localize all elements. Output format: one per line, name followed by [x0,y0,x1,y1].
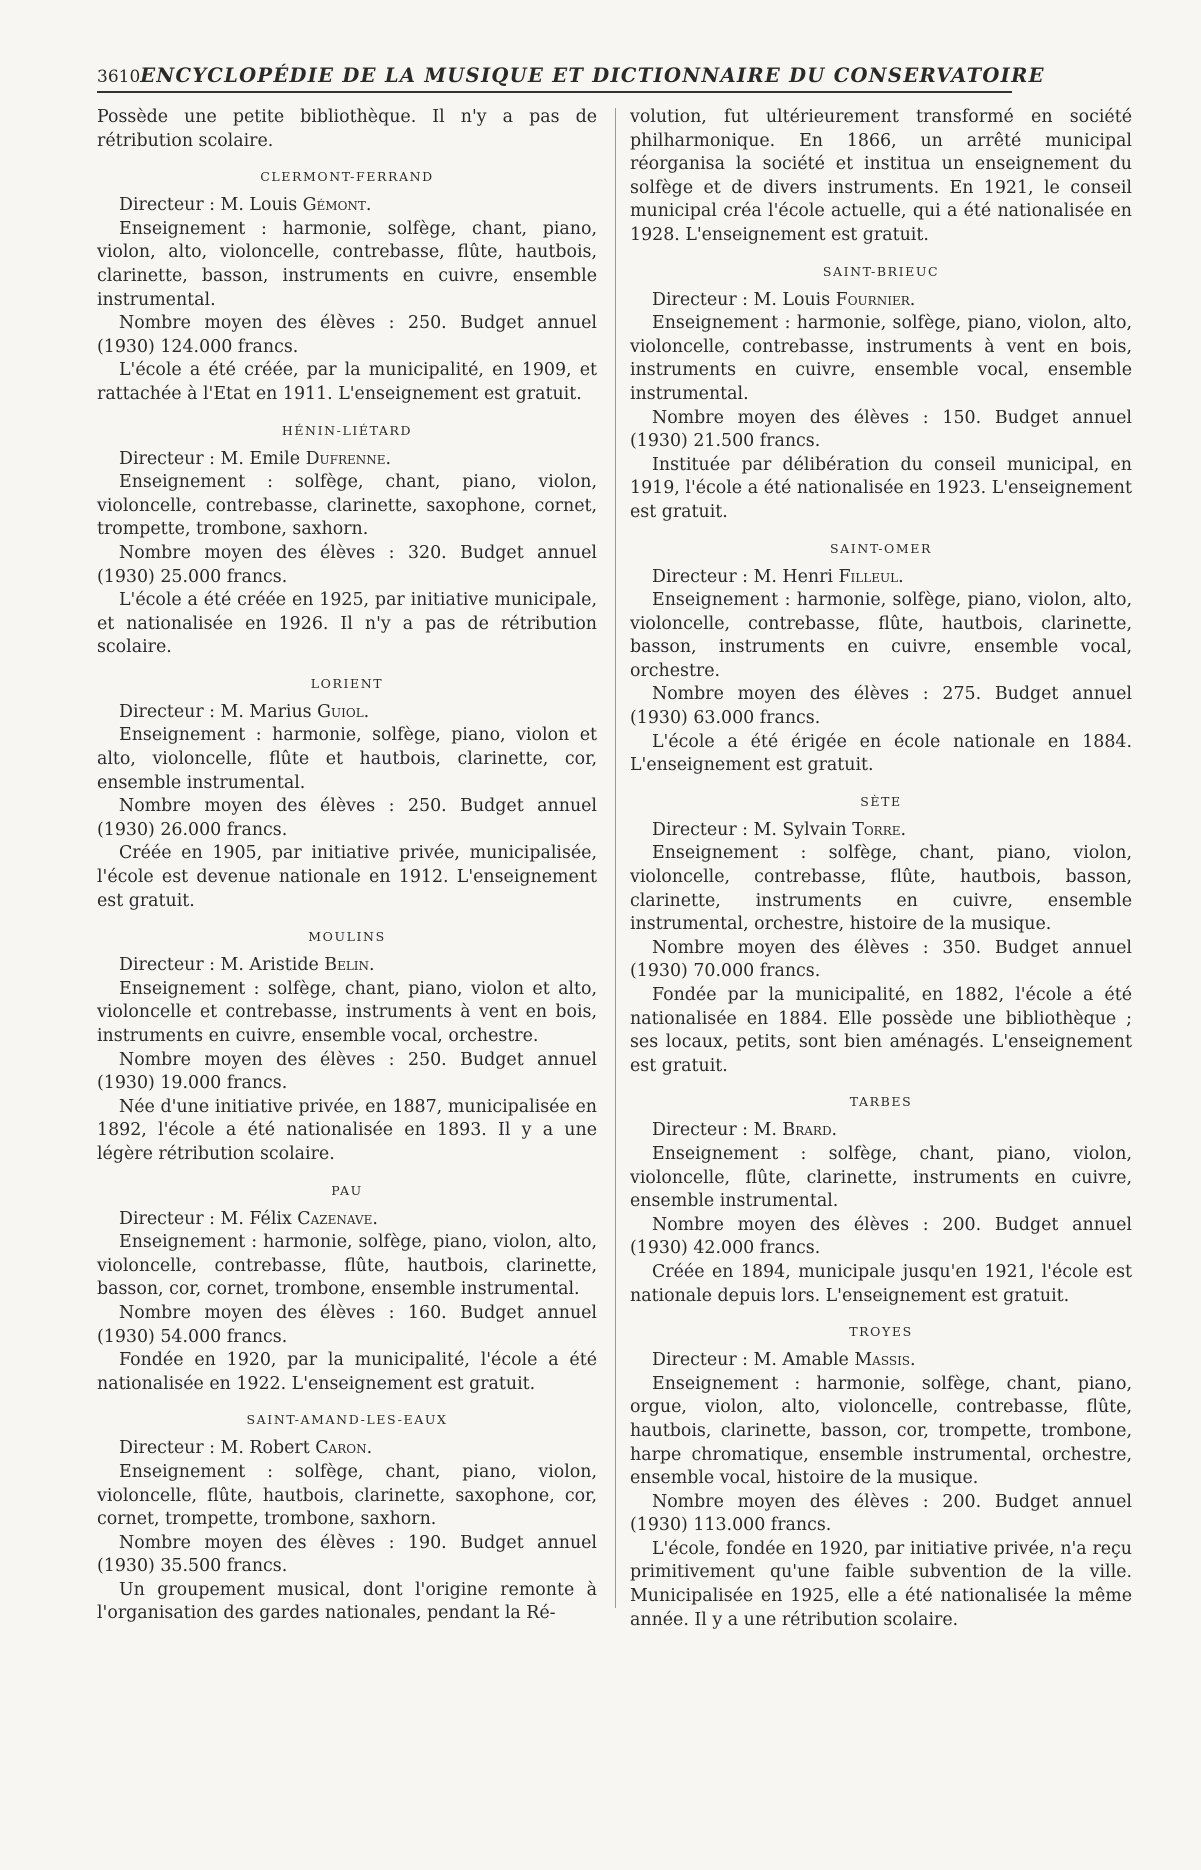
director-label: Directeur : M. Louis [652,289,836,310]
history-paragraph: Créée en 1905, par initiative privée, municipalisée, l'école est devenue nationale en 1912. L'enseignement est gratuit. [97,843,597,911]
entry-heading: CLERMONT-FERRAND [260,169,434,185]
director-name: Dufrenne. [305,448,392,469]
left-column [97,106,597,1626]
entry-heading: TARBES [849,1094,913,1110]
director-name: Filleul. [838,566,904,587]
director-line [97,194,597,218]
entry-heading: TROYES [849,1324,913,1340]
entry-lorient [97,676,597,913]
entry-heading: SÈTE [860,793,902,809]
stats-paragraph: Nombre moyen des élèves : 250. Budget annuel (1930) 26.000 francs. [97,796,597,840]
history-paragraph: Un groupement musical, dont l'origine remonte à l'organisation des gardes nationales, pendant la Ré- [97,1579,597,1624]
stats-paragraph: Nombre moyen des élèves : 190. Budget annuel (1930) 35.500 francs. [97,1532,597,1577]
entry-moulins [97,929,597,1166]
history-paragraph: Fondée en 1920, par la municipalité, l'école a été nationalisée en 1922. L'enseignement est gratuit. [97,1350,597,1394]
stats-paragraph: Nombre moyen des élèves : 250. Budget annuel (1930) 124.000 francs. [97,313,597,357]
director-label: Directeur : M. Marius [119,701,318,722]
director-label: Directeur : M. Félix [119,1208,298,1229]
entry-sete [630,794,1132,1079]
history-paragraph: L'école a été créée en 1925, par initiative municipale, et nationalisée en 1926. Il n'y a pas de rétribution scolaire. [97,590,597,658]
director-line [630,1349,1132,1373]
intro-paragraph: Possède une petite bibliothèque. Il n'y a pas de rétribution scolaire. [97,107,597,151]
entry-saint-brieuc [630,264,1132,525]
entry-heading: MOULINS [308,929,386,945]
teaching-paragraph: Enseignement : harmonie, solfège, piano, violon, alto, violoncelle, contrebasse, instruments à vent en bois, instruments en cuivre, ensemble vocal, ensemble instrumental. [630,313,1132,404]
stats-paragraph: Nombre moyen des élèves : 160. Budget annuel (1930) 54.000 francs. [97,1302,597,1347]
stats-paragraph: Nombre moyen des élèves : 200. Budget annuel (1930) 42.000 francs. [630,1214,1132,1259]
director-name: Brard. [782,1120,838,1141]
running-title: ENCYCLOPÉDIE DE LA MUSIQUE ET DICTIONNAIRE DU CONSERVATOIRE [140,64,1045,87]
history-paragraph: Fondée par la municipalité, en 1882, l'école a été nationalisée en 1884. Elle possède une bibliothèque ; ses locaux, petits, sont bien aménagés. L'enseignement est gratuit. [630,985,1132,1076]
teaching-paragraph: Enseignement : harmonie, solfège, chant, piano, violon, alto, violoncelle, contrebasse, flûte, hautbois, clarinette, basson, instruments en cuivre, ensemble instrumental. [97,218,597,310]
director-label: Directeur : M. Emile [119,448,306,469]
teaching-paragraph: Enseignement : harmonie, solfège, chant, piano, orgue, violon, alto, violoncelle, contrebasse, flûte, hautbois, clarinette, basson, cor, trompette, trombone, harpe chromatique, ensemble instrumental, orchestre, ensemble vocal, histoire de la musique. [630,1373,1132,1489]
entry-heading: LORIENT [310,675,384,691]
director-line [97,954,597,978]
continuation-paragraph: volution, fut ultérieurement transformé en société philharmonique. En 1866, un arrêté municipal réorganisa la société et institua un enseignement du solfège et de divers instruments. En 1921, le conseil municipal créa l'école actuelle, qui a été nationalisée en 1928. L'enseignement est gratuit. [630,107,1132,245]
stats-paragraph: Nombre moyen des élèves : 275. Budget annuel (1930) 63.000 francs. [630,684,1132,729]
director-label: Directeur : M. Henri [652,566,839,587]
stats-paragraph: Nombre moyen des élèves : 250. Budget annuel (1930) 19.000 francs. [97,1049,597,1094]
teaching-paragraph: Enseignement : solfège, chant, piano, violon et alto, violoncelle et contrebasse, instruments à vent en bois, instruments en cuivre, ensemble vocal, orchestre. [97,978,597,1046]
entry-pau [97,1183,597,1397]
entry-heading: PAU [331,1182,363,1198]
stats-paragraph: Nombre moyen des élèves : 150. Budget annuel (1930) 21.500 francs. [630,407,1132,452]
entry-tarbes [630,1094,1132,1308]
teaching-paragraph: Enseignement : solfège, chant, piano, violon, violoncelle, flûte, clarinette, instruments en cuivre, ensemble instrumental. [630,1143,1132,1212]
history-paragraph: L'école a été érigée en école nationale en 1884. L'enseignement est gratuit. [630,731,1132,776]
director-line [97,1437,597,1461]
director-line [630,289,1132,313]
entry-saint-omer [630,541,1132,778]
director-label: Directeur : M. Robert [119,1438,316,1459]
director-line [97,1208,597,1232]
teaching-paragraph: Enseignement : solfège, chant, piano, violon, violoncelle, contrebasse, clarinette, saxophone, cornet, trompette, trombone, saxhorn. [97,472,597,540]
entry-henin-lietard [97,423,597,660]
director-label: Directeur : M. [652,1120,783,1141]
history-paragraph: Née d'une initiative privée, en 1887, municipalisée en 1892, l'école a été nationalisée en 1893. Il y a une légère rétribution scolaire. [97,1096,597,1164]
director-line [97,701,597,725]
director-line [630,1119,1132,1143]
stats-paragraph: Nombre moyen des élèves : 320. Budget annuel (1930) 25.000 francs. [97,542,597,587]
stats-paragraph: Nombre moyen des élèves : 350. Budget annuel (1930) 70.000 francs. [630,937,1132,982]
director-line [630,819,1132,843]
director-line [630,566,1132,590]
teaching-paragraph: Enseignement : solfège, chant, piano, violon, violoncelle, flûte, hautbois, clarinette, saxophone, cor, cornet, trompette, trombone, saxhorn. [97,1461,597,1530]
right-column [630,106,1132,1632]
director-label: Directeur : M. Sylvain [652,819,853,840]
director-label: Directeur : M. Aristide [119,955,325,976]
entry-heading: SAINT-AMAND-LES-EAUX [246,1412,448,1428]
stats-paragraph: Nombre moyen des élèves : 200. Budget annuel (1930) 113.000 francs. [630,1491,1132,1536]
director-name: Guiol. [317,701,370,722]
entry-saint-amand-les-eaux [97,1412,597,1626]
entry-heading: SAINT-BRIEUC [822,263,940,279]
history-paragraph: Créée en 1894, municipale jusqu'en 1921, l'école est nationale depuis lors. L'enseignement est gratuit. [630,1261,1132,1306]
director-name: Cazenave. [297,1208,378,1229]
history-paragraph: L'école a été créée, par la municipalité, en 1909, et rattachée à l'Etat en 1911. L'enseignement est gratuit. [97,360,597,404]
history-paragraph: Instituée par délibération du conseil municipal, en 1919, l'école a été nationalisée en 1923. L'enseignement est gratuit. [630,454,1132,522]
column-divider [615,108,616,1608]
director-name: Gémont. [302,195,372,216]
director-name: Fournier. [835,289,916,310]
director-label: Directeur : M. Amable [652,1350,855,1371]
director-name: Caron. [315,1438,373,1459]
director-name: Massis. [854,1350,916,1371]
entry-troyes [630,1324,1132,1632]
entry-heading: HÉNIN-LIÉTARD [281,422,413,438]
teaching-paragraph: Enseignement : harmonie, solfège, piano, violon, alto, violoncelle, contrebasse, flûte, hautbois, clarinette, basson, cor, cornet, trombone, ensemble instrumental. [97,1232,597,1300]
page-header [97,64,1045,93]
teaching-paragraph: Enseignement : harmonie, solfège, piano, violon, alto, violoncelle, contrebasse, flûte, hautbois, clarinette, basson, instruments en cuivre, ensemble vocal, orchestre. [630,590,1132,681]
teaching-paragraph: Enseignement : harmonie, solfège, piano, violon et alto, violoncelle, flûte et hautbois, clarinette, cor, ensemble instrumental. [97,725,597,793]
history-paragraph: L'école, fondée en 1920, par initiative privée, n'a reçu primitivement qu'une faible subvention de la ville. Municipalisée en 1925, elle a été nationalisée la même année. Il y a une rétribution scolaire. [630,1538,1132,1630]
director-name: Belin. [324,955,375,976]
director-line [97,448,597,472]
director-name: Torre. [852,819,907,840]
entry-heading: SAINT-OMER [830,540,932,556]
page-number: 3610 [97,67,141,87]
teaching-paragraph: Enseignement : solfège, chant, piano, violon, violoncelle, contrebasse, flûte, hautbois, basson, clarinette, instruments en cuivre, ensemble instrumental, orchestre, histoire de la musique. [630,843,1132,935]
director-label: Directeur : M. Louis [119,195,303,216]
entry-clermont-ferrand [97,169,597,406]
